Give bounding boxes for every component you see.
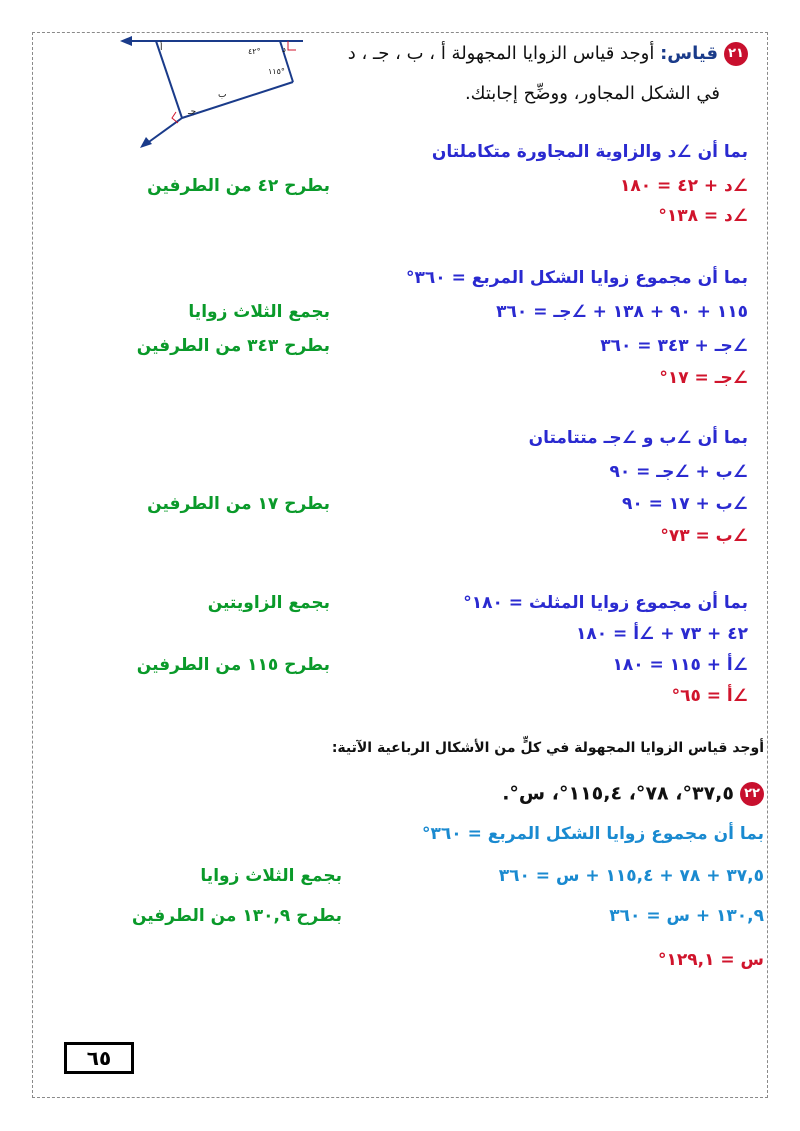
label-c: جـ <box>188 107 197 117</box>
q21-label: قياس: <box>660 43 718 64</box>
label-b: ب <box>218 90 227 100</box>
s3-heading: بما أن ∠ب و ∠جـ متتامتان <box>528 428 748 448</box>
s2-note1: بجمع الثلاث زوايا <box>188 302 330 322</box>
q22-text: ٣٧,٥°، ٧٨°، ١١٥,٤°، س°. <box>502 782 734 805</box>
s2-heading: بما أن مجموع زوايا الشكل المربع = ٣٦٠° <box>406 268 748 288</box>
q22-line1: ٣٧,٥ + ٧٨ + ١١٥,٤ + س = ٣٦٠ <box>498 866 764 886</box>
s1-note1: بطرح ٤٢ من الطرفين <box>147 176 330 196</box>
s2-line2: ∠جـ + ٣٤٣ = ٣٦٠ <box>600 336 748 356</box>
arrow-down-left-icon <box>140 137 152 148</box>
page-number: ٦٥ <box>64 1042 134 1074</box>
s2-line1: ١١٥ + ٩٠ + ١٣٨ + ∠جـ = ٣٦٠ <box>496 302 748 322</box>
arrow-left-icon <box>120 36 132 46</box>
s2-line3: ∠جـ = ١٧° <box>659 368 748 388</box>
q22-number-badge: ٢٢ <box>740 782 764 806</box>
label-d: د <box>282 45 287 55</box>
q22-header <box>502 782 764 806</box>
s1-heading: بما أن ∠د والزاوية المجاورة متكاملتان <box>431 142 748 162</box>
q21-text1: أوجد قياس الزوايا المجهولة أ ، ب ، جـ ، د <box>347 43 655 64</box>
q21-number-badge: ٢١ <box>724 42 748 66</box>
angle-42-label: ٤٢° <box>248 47 261 56</box>
angle-115-label: ١١٥° <box>268 67 285 76</box>
q21-text2: في الشكل المجاور، ووضِّح إجابتك. <box>464 83 720 104</box>
q22-line3: س = ١٢٩,١° <box>657 950 764 970</box>
s4-note2: بطرح ١١٥ من الطرفين <box>136 655 330 675</box>
q22-heading: بما أن مجموع زوايا الشكل المربع = ٣٦٠° <box>422 824 764 844</box>
s3-note2: بطرح ١٧ من الطرفين <box>147 494 330 514</box>
right-angle-mark-top <box>288 41 296 50</box>
quadrilateral-figure <box>118 32 308 152</box>
q22-note2: بطرح ١٣٠,٩ من الطرفين <box>131 906 342 926</box>
s4-line1: ٤٢ + ٧٣ + ∠أ = ١٨٠ <box>576 624 748 644</box>
q21-header <box>348 42 748 66</box>
s1-line1: ∠د + ٤٢ = ١٨٠ <box>619 176 748 196</box>
s1-line2: ∠د = ١٣٨° <box>658 206 748 226</box>
diagonal <box>182 82 293 118</box>
s3-line3: ∠ب = ٧٣° <box>660 526 748 546</box>
q22-note1: بجمع الثلاث زوايا <box>200 866 342 886</box>
s3-line1: ∠ب + ∠جـ = ٩٠ <box>609 462 748 482</box>
q22-line2: ١٣٠,٩ + س = ٣٦٠ <box>609 906 764 926</box>
s4-note0: بجمع الزاويتين <box>207 593 330 613</box>
s3-line2: ∠ب + ١٧ = ٩٠ <box>621 494 748 514</box>
s4-line2: ∠أ + ١١٥ = ١٨٠ <box>612 655 748 675</box>
label-a: أ <box>160 43 163 53</box>
s4-heading: بما أن مجموع زوايا المثلث = ١٨٠° <box>463 593 748 613</box>
s4-line3: ∠أ = ٦٥° <box>671 686 748 706</box>
instruction-text: أوجد قياس الزوايا المجهولة في كلٍّ من الأشكال الرباعية الآتية: <box>331 740 764 756</box>
s2-note2: بطرح ٣٤٣ من الطرفين <box>136 336 330 356</box>
